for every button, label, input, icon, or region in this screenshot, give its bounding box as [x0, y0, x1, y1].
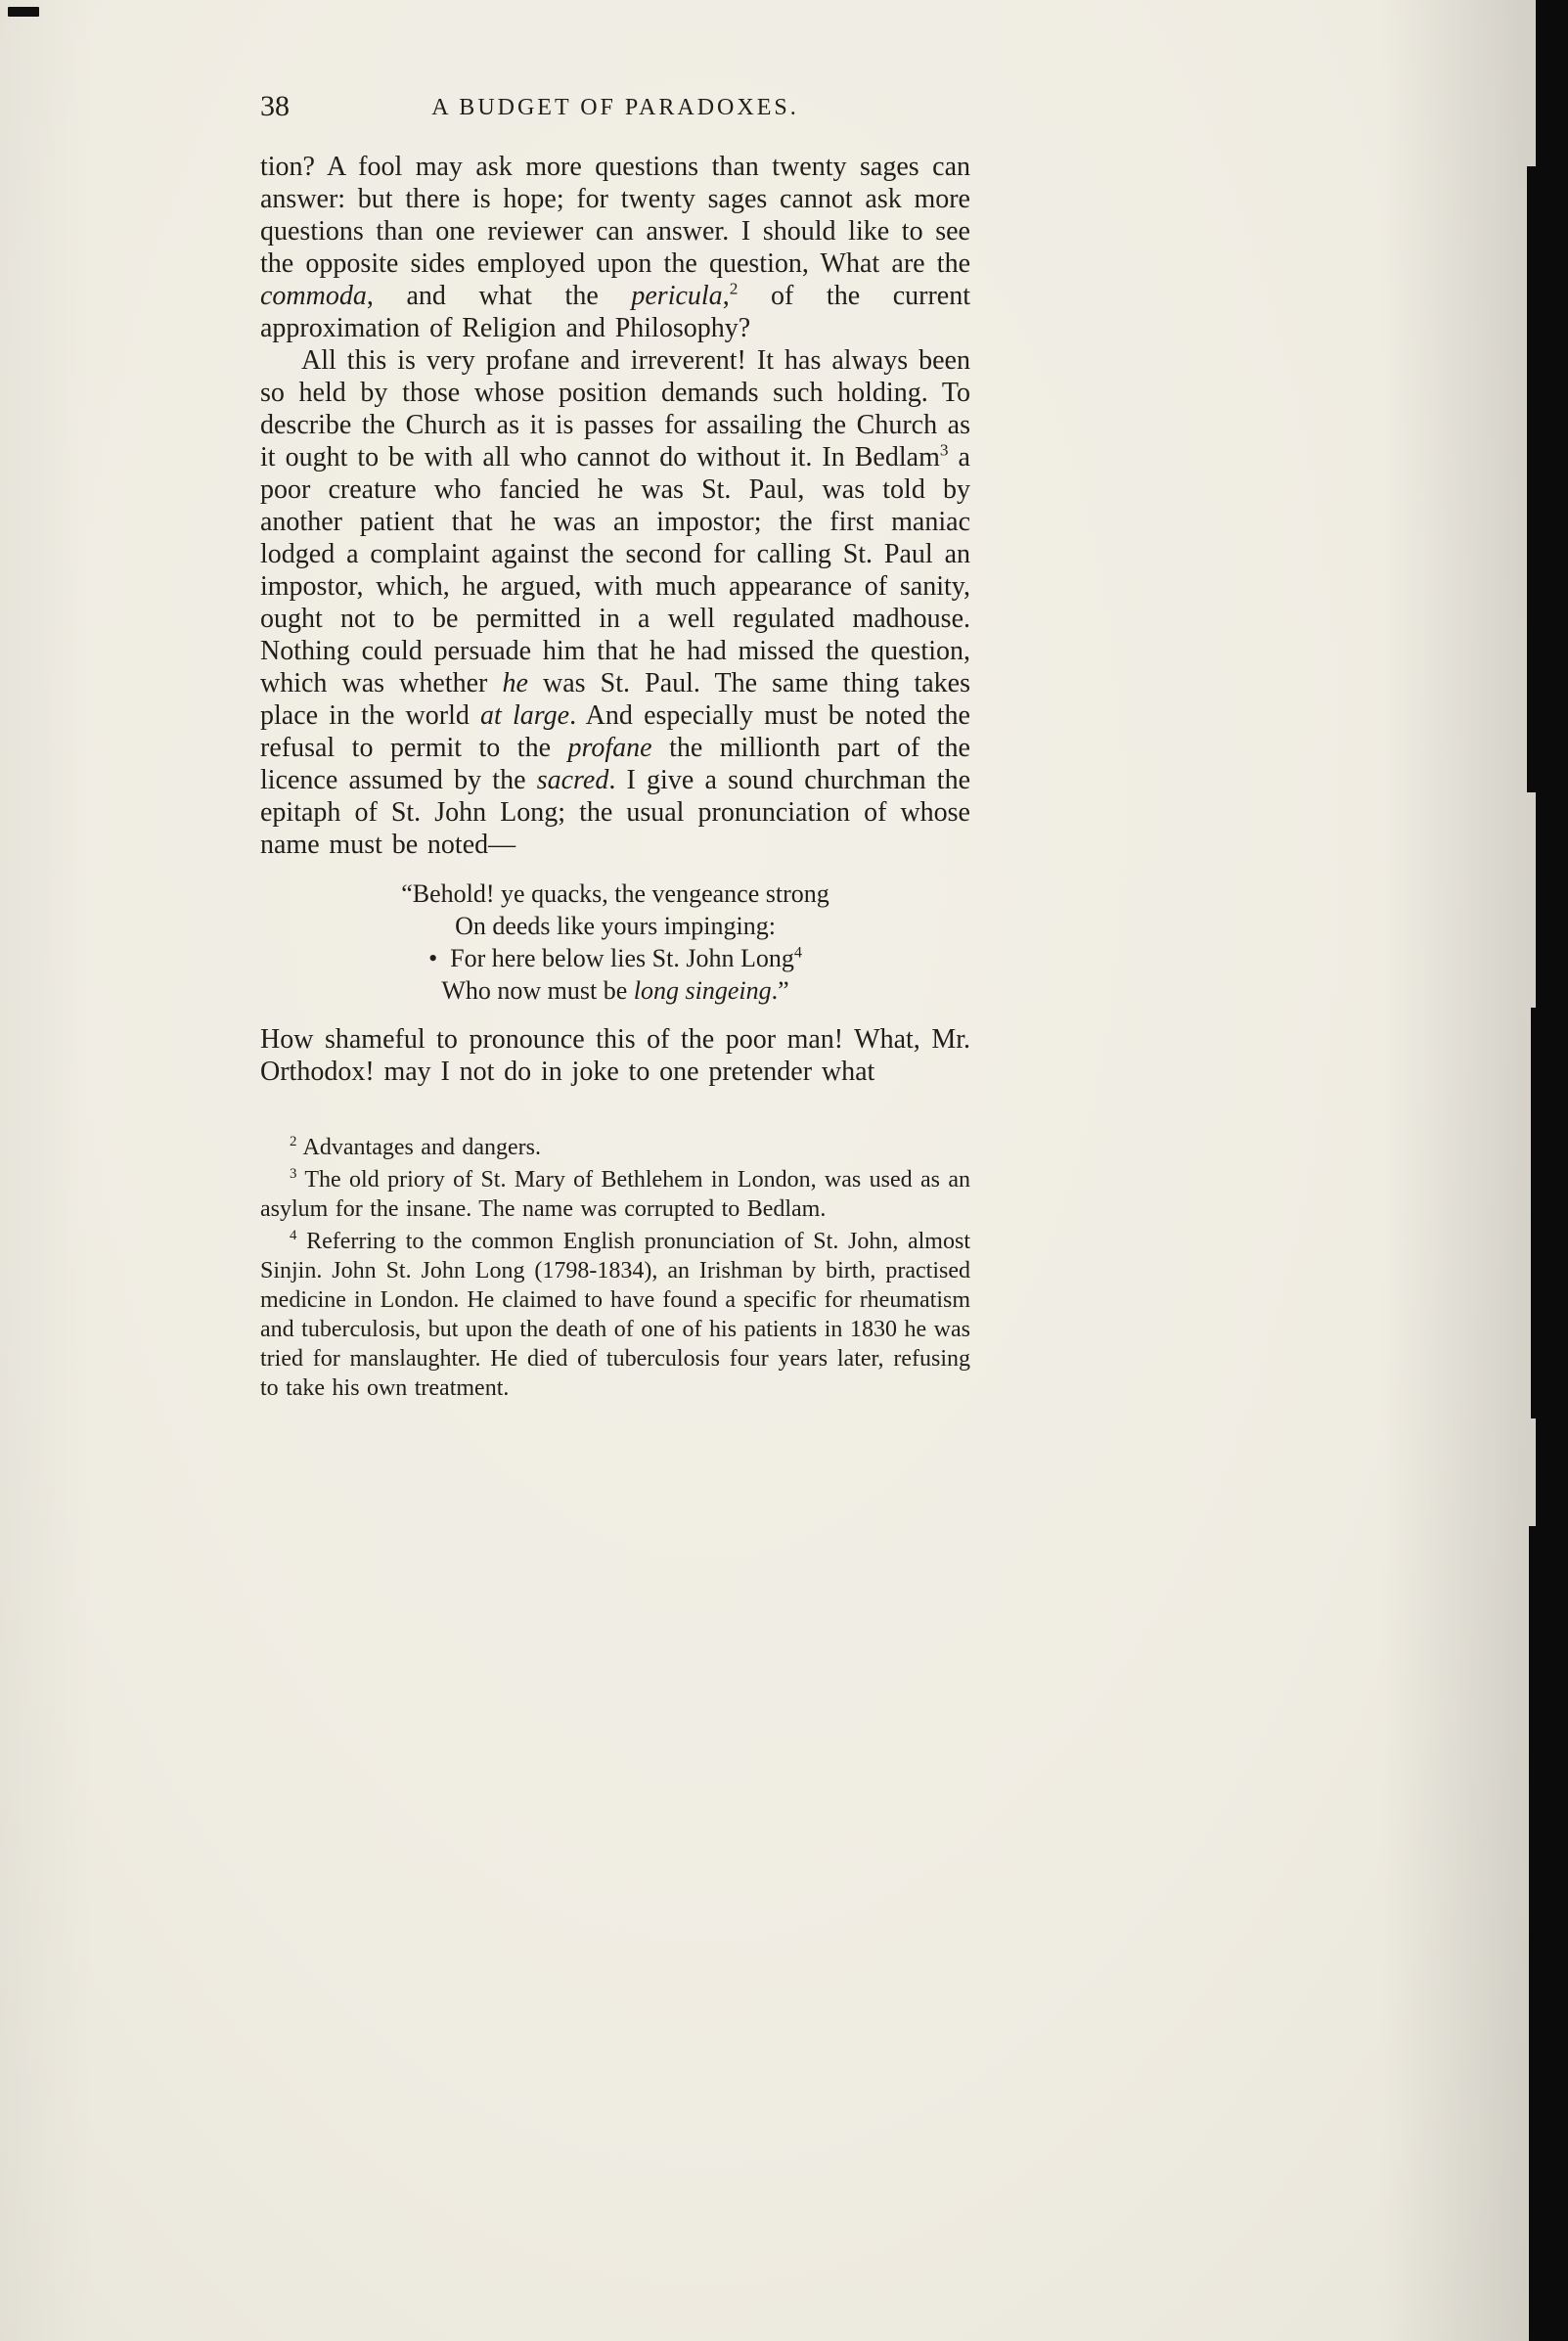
verse-line: “Behold! ye quacks, the vengeance strong [401, 879, 829, 908]
verse-line: Who now must be long singeing.” [441, 976, 789, 1005]
page-number: 38 [260, 90, 290, 122]
paragraph: All this is very profane and irreverent! It has always been so held by those whose position demands such holding. To describe the Church as it is passes for assailing the Church as it ought to be with all who cannot do without it. In Bedlam$^3$ a poor creature who fancied he was St. Paul, was told by another patient that he was an impostor; the first maniac lodged a complaint against the second for calling St. Paul an impostor, which, he argued, with much appearance of sanity, ought not to be permitted in a well regulated madhouse. Nothing could persuade him that he had missed the question, which was whether he was St. Paul. The same thing takes place in the world at large. And especially must be noted the refusal to permit to the profane the millionth part of the licence assumed by the sacred. I give a sound churchman the epitaph of St. John Long; the usual pronunciation of whose name must be noted— [260, 345, 970, 860]
paragraph: How shameful to pronounce this of the poor man! What, Mr. Orthodox! may I not do in joke to one pretender what [260, 1024, 970, 1087]
footnote: $^2$ Advantages and dangers. [290, 1134, 542, 1160]
footnote: $^4$ Referring to the common English pronunciation of St. John, almost Sinjin. John St. John Long (1798-1834), an Irishman by birth, practised medicine in London. He claimed to have found a specific for rheumatism and tuberculosis, but upon the death of one of his patients in 1830 he was tried for manslaughter. He died of tuberculosis four years later, refusing to take his own treatment. [260, 1228, 970, 1401]
book-binding-edge-segment [1527, 166, 1568, 792]
page-header [260, 90, 970, 127]
paragraph-continuation: tion? A fool may ask more questions than twenty sages can answer: but there is hope; for twenty sages cannot ask more questions than one reviewer can answer. I should like to see the opposite sides employed upon the question, What are the commoda, and what the pericula,$^2$ of the current approximation of Religion and Philosophy? [260, 152, 971, 343]
scan-artifact-mark [8, 7, 39, 17]
verse-line: On deeds like yours impinging: [455, 912, 776, 940]
page-content [260, 90, 970, 1403]
book-binding-edge-segment [1529, 1526, 1568, 2341]
book-binding-edge-segment [1531, 1008, 1568, 1418]
footnote: $^3$ The old priory of St. Mary of Bethlehem in London, was used as an asylum for the insane. The name was corrupted to Bedlam. [260, 1166, 970, 1222]
verse-line: • For here below lies St. John Long$^4$ [428, 944, 802, 972]
verse-block [260, 878, 970, 1007]
footnotes-section [260, 1133, 970, 1403]
running-head: A BUDGET OF PARADOXES. [431, 95, 799, 120]
